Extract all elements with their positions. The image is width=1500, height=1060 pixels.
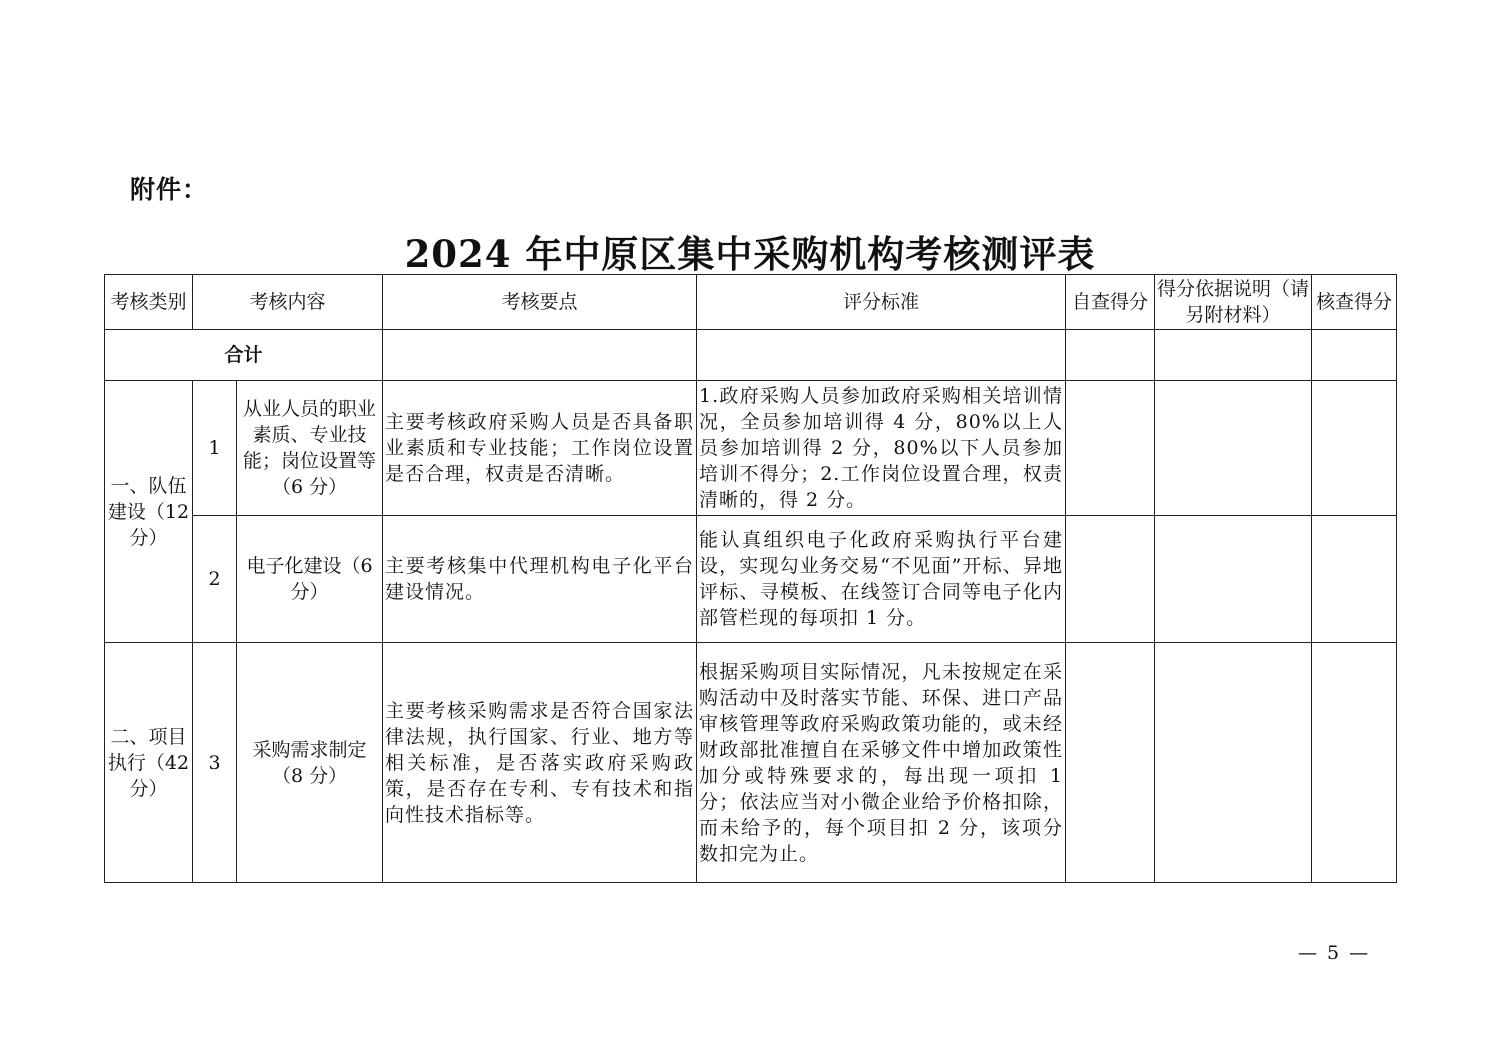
check-score-cell xyxy=(1312,516,1397,643)
header-row xyxy=(105,275,1397,330)
header-category: 考核类别 xyxy=(105,275,193,330)
self-score-cell xyxy=(1066,643,1155,883)
total-label: 合计 xyxy=(105,330,383,381)
basis-cell xyxy=(1155,516,1312,643)
header-basis: 得分依据说明（请另附材料） xyxy=(1155,275,1312,330)
evaluation-table xyxy=(104,274,1397,883)
header-criteria: 评分标准 xyxy=(697,275,1066,330)
row-points: 主要考核集中代理机构电子化平台建设情况。 xyxy=(383,516,697,643)
category-cell: 二、项目执行（42 分） xyxy=(105,643,193,883)
total-check-score-cell xyxy=(1312,330,1397,381)
check-score-cell xyxy=(1312,381,1397,516)
row-points: 主要考核政府采购人员是否具备职业素质和专业技能；工作岗位设置是否合理，权责是否清晰。 xyxy=(383,381,697,516)
row-content: 从业人员的职业素质、专业技能；岗位设置等（6 分） xyxy=(237,381,383,516)
basis-cell xyxy=(1155,381,1312,516)
check-score-cell xyxy=(1312,643,1397,883)
total-row xyxy=(105,330,1397,381)
total-self-score-cell xyxy=(1066,330,1155,381)
row-criteria: 1.政府采购人员参加政府采购相关培训情况，全员参加培训得 4 分，80%以上人员参加培训得 2 分，80%以下人员参加培训不得分；2.工作岗位设置合理，权责清晰的，得 2 分。 xyxy=(697,381,1066,516)
total-basis-cell xyxy=(1155,330,1312,381)
category-cell: 一、队伍建设（12 分） xyxy=(105,381,193,643)
table-row xyxy=(105,381,1397,516)
self-score-cell xyxy=(1066,381,1155,516)
header-content: 考核内容 xyxy=(193,275,383,330)
table-row xyxy=(105,643,1397,883)
row-index: 3 xyxy=(193,643,237,883)
table-row xyxy=(105,516,1397,643)
self-score-cell xyxy=(1066,516,1155,643)
page-number: — 5 — xyxy=(1298,942,1371,964)
header-self-score: 自查得分 xyxy=(1066,275,1155,330)
row-index: 1 xyxy=(193,381,237,516)
row-index: 2 xyxy=(193,516,237,643)
header-points: 考核要点 xyxy=(383,275,697,330)
attachment-label: 附件： xyxy=(130,175,209,204)
row-points: 主要考核采购需求是否符合国家法律法规，执行国家、行业、地方等相关标准，是否落实政府采购政策，是否存在专利、专有技术和指向性技术指标等。 xyxy=(383,643,697,883)
page-title: 2024 年中原区集中采购机构考核测评表 xyxy=(404,232,1096,276)
row-criteria: 能认真组织电子化政府采购执行平台建设，实现勾业务交易“不见面”开标、异地评标、寻模板、在线签订合同等电子化内部管栏现的每项扣 1 分。 xyxy=(697,516,1066,643)
header-check-score: 核查得分 xyxy=(1312,275,1397,330)
row-content: 电子化建设（6 分） xyxy=(237,516,383,643)
row-content: 采购需求制定（8 分） xyxy=(237,643,383,883)
basis-cell xyxy=(1155,643,1312,883)
total-points-cell xyxy=(383,330,697,381)
row-criteria: 根据采购项目实际情况，凡未按规定在采购活动中及时落实节能、环保、进口产品审核管理等政府采购政策功能的，或未经财政部批准擅自在采够文件中增加政策性加分或特殊要求的，每出现一项扣 1 分；依法应当对小微企业给予价格扣除，而未给予的，每个项目扣 2 分，该项分数扣完为止。 xyxy=(697,643,1066,883)
total-criteria-cell xyxy=(697,330,1066,381)
